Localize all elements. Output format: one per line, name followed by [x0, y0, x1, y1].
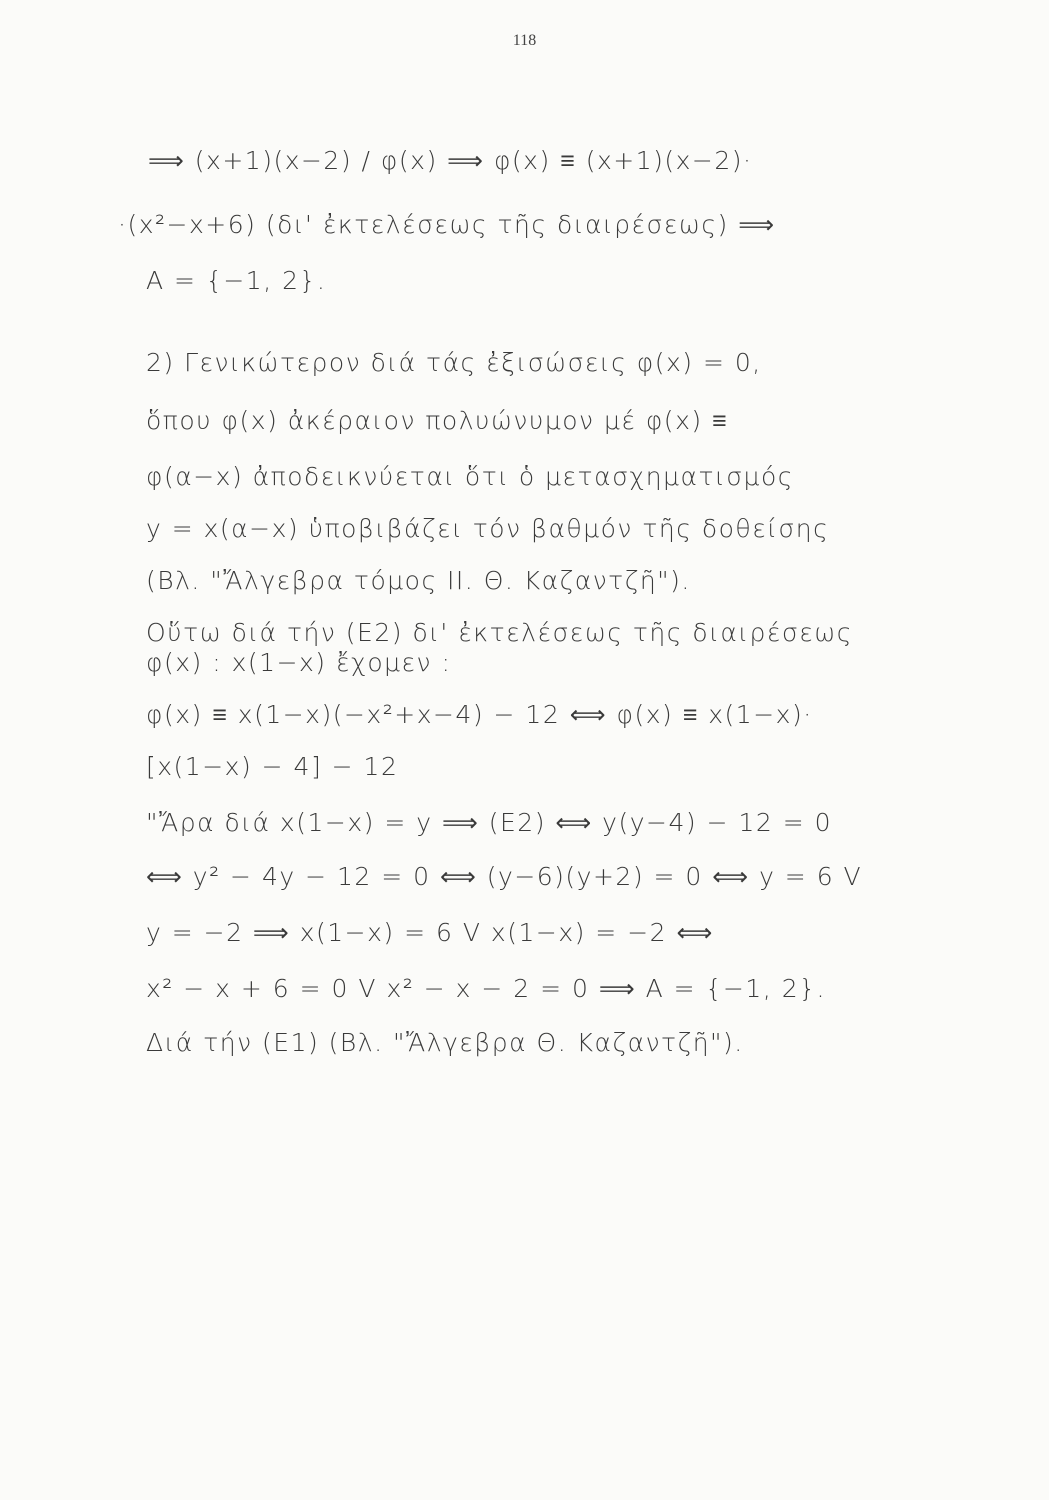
handwritten-line: ὅπου φ(x) ἀκέραιον πολυώνυμον μέ φ(x) ≡: [146, 406, 729, 435]
handwritten-line: φ(x) : x(1−x) ἔχομεν :: [146, 648, 452, 677]
handwritten-line: 2) Γενικώτερον διά τάς ἐξισώσεις φ(x) = 0,: [146, 348, 762, 377]
handwritten-line: φ(x) ≡ x(1−x)(−x²+x−4) − 12 ⟺ φ(x) ≡ x(1−x)·: [146, 700, 813, 729]
page-number: 118: [512, 32, 537, 49]
handwritten-line: y = x(α−x) ὑποβιβάζει τόν βαθμόν τῆς δοθείσης: [146, 514, 830, 543]
handwritten-line: y = −2 ⟹ x(1−x) = 6 V x(1−x) = −2 ⟺: [146, 918, 714, 947]
handwritten-line: [x(1−x) − 4] − 12: [146, 752, 399, 781]
handwritten-line: ⟹ (x+1)(x−2) / φ(x) ⟹ φ(x) ≡ (x+1)(x−2)·: [148, 146, 753, 175]
handwritten-line: φ(α−x) ἀποδεικνύεται ὅτι ὁ μετασχηματισμός: [146, 462, 794, 491]
handwritten-line: Οὕτω διά τήν (Ε2) δι' ἐκτελέσεως τῆς διαιρέσεως: [146, 618, 853, 647]
handwritten-line: Διά τήν (Ε1) (Βλ. "Ἄλγεβρα Θ. Καζαντζῆ").: [146, 1028, 744, 1057]
handwritten-line: "Ἄρα διά x(1−x) = y ⟹ (Ε2) ⟺ y(y−4) − 12 = 0: [146, 808, 833, 837]
handwritten-line: ·(x²−x+6) (δι' ἐκτελέσεως τῆς διαιρέσεως) ⟹: [118, 210, 776, 239]
handwritten-line: (Βλ. "Ἄλγεβρα τόμος ΙΙ. Θ. Καζαντζῆ").: [146, 566, 691, 595]
handwritten-line: A = {−1, 2}.: [146, 266, 327, 295]
handwritten-line: ⟺ y² − 4y − 12 = 0 ⟺ (y−6)(y+2) = 0 ⟺ y = 6 V: [146, 862, 863, 891]
handwritten-line: x² − x + 6 = 0 V x² − x − 2 = 0 ⟹ A = {−1, 2}.: [146, 974, 826, 1003]
